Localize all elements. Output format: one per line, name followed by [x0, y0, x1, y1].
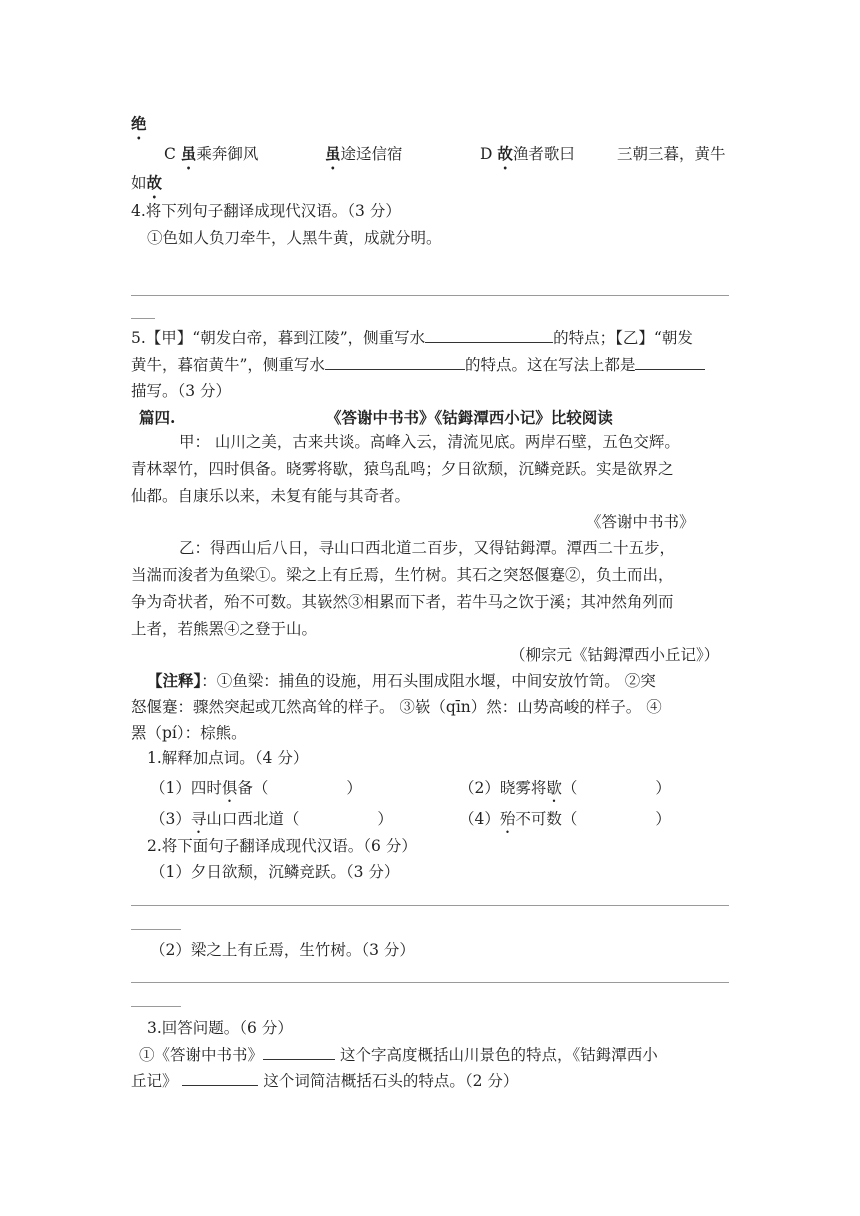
- notes-line: 【注释】：①鱼梁：捕鱼的设施，用石头围成阻水堰，中间安放竹笥。 ②突: [147, 671, 656, 690]
- option-c-label: C: [164, 145, 181, 163]
- q5-line3: 描写。（3 分）: [131, 382, 232, 400]
- sub-q1-title: 1.解释加点词。（4 分）: [147, 749, 309, 767]
- option-d2-char: 故: [146, 173, 163, 192]
- passage-jia-line: 甲： 山川之美，古来共谈。高峰入云，清流见底。两岸石壁，五色交辉。: [179, 433, 680, 451]
- passage-yi-line: 上者，若熊罴④之登于山。: [131, 620, 318, 638]
- option-c2-rest: 途迳信宿: [340, 145, 403, 163]
- passage-yi-source: （柳宗元《钴鉧潭西小丘记》）: [510, 646, 720, 664]
- sub-q1-item: （3）寻山口西北道（ ）: [150, 810, 393, 828]
- option-c1-char: 虽: [180, 144, 197, 163]
- q5-blank-2[interactable]: [325, 355, 465, 370]
- option-d: [480, 144, 575, 173]
- sub-q3-blank-2[interactable]: [182, 1071, 258, 1086]
- passage-jia-line: 仙都。自康乐以来，未复有能与其奇者。: [131, 487, 411, 505]
- q5-blank-3[interactable]: [635, 355, 705, 370]
- option-c1-rest: 乘奔御风: [196, 145, 259, 163]
- q5-blank-1[interactable]: [425, 328, 553, 343]
- sub-q2-answer-line-2-stub: [131, 1006, 181, 1007]
- option-d1-char: 故: [497, 144, 513, 163]
- passage-jia-line: 青林翠竹，四时俱备。晓雾将歇，猿鸟乱鸣；夕日欲颓，沉鳞竞跃。实是欲界之: [131, 460, 674, 478]
- passage-yi-line: 当湍而浚者为鱼梁①。梁之上有丘焉，生竹树。其石之突怒偃蹇②，负土而出，: [131, 566, 674, 584]
- option-c2-char: 虽: [325, 144, 341, 163]
- q5-line2: 黄牛，暮宿黄牛”，侧重写水 的特点。这在写法上都是: [131, 355, 705, 375]
- q5-line1: 5.【甲】“朝发白帝，暮到江陵”，侧重写水 的特点；【乙】“朝发: [131, 329, 693, 347]
- q4-title: 4.将下列句子翻译成现代汉语。（3 分）: [131, 202, 401, 220]
- option-d2-cont: 如故: [131, 173, 163, 192]
- sub-q2-answer-line-1-stub: [131, 929, 181, 930]
- sub-q2-title: 2.将下面句子翻译成现代汉语。（6 分）: [147, 837, 417, 855]
- notes-line: 罴（pí）：棕熊。: [131, 724, 247, 742]
- q4-answer-line-stub: [131, 318, 155, 319]
- sub-q3-title: 3.回答问题。（6 分）: [147, 1019, 293, 1037]
- q4-sentence: ①色如人负刀牵牛，人黑牛黄，成就分明。: [147, 229, 442, 247]
- passage-yi-line: 乙：得西山后八日，寻山口西北道二百步，又得钴鉧潭。潭西二十五步，: [179, 539, 676, 557]
- notes-line: 怒偃蹇：骤然突起或兀然高耸的样子。 ③嵚（qīn）然：山势高峻的样子。 ④: [131, 698, 662, 716]
- sub-q2-answer-line-2[interactable]: [131, 982, 729, 983]
- notes-label: 【注释】: [147, 671, 202, 690]
- sub-q2-answer-line-1[interactable]: [131, 905, 729, 906]
- option-d-label: D: [480, 145, 498, 163]
- q4-answer-line[interactable]: [131, 295, 729, 296]
- passage-yi-line: 争为奇状者，殆不可数。其嵚然③相累而下者，若牛马之饮于溪；其冲然角列而: [131, 593, 674, 611]
- option-d2-pre: 三朝三暮，黄牛: [617, 145, 726, 163]
- sub-q2-sentence-1: （1）夕日欲颓，沉鳞竞跃。（3 分）: [150, 863, 400, 881]
- option-c2: [325, 144, 403, 173]
- option-jue-char: 绝: [131, 114, 147, 133]
- sub-q3-line-2: 丘记》 这个词简洁概括石头的特点。（2 分）: [131, 1072, 519, 1090]
- sub-q1-item: （4）殆不可数（ ）: [459, 810, 671, 828]
- sub-q3-line-1: ①《答谢中书书》 这个字高度概括山川景色的特点，《钴鉧潭西小: [139, 1046, 658, 1064]
- sub-q1-item: （1）四时俱备（ ）: [150, 779, 362, 797]
- option-d1-rest: 渔者歌曰: [512, 145, 575, 163]
- sub-q1-item: （2）晓雾将歇（ ）: [459, 779, 671, 797]
- section4-title: 《答谢中书书》《钴鉧潭西小记》比较阅读: [326, 408, 613, 427]
- sub-q2-sentence-2: （2）梁之上有丘焉，生竹树。（3 分）: [150, 941, 415, 959]
- passage-jia-source: 《答谢中书书》: [586, 513, 695, 531]
- section4-label: 篇四.: [139, 408, 176, 427]
- option-c: [164, 144, 258, 173]
- sub-q3-blank-1[interactable]: [263, 1045, 335, 1060]
